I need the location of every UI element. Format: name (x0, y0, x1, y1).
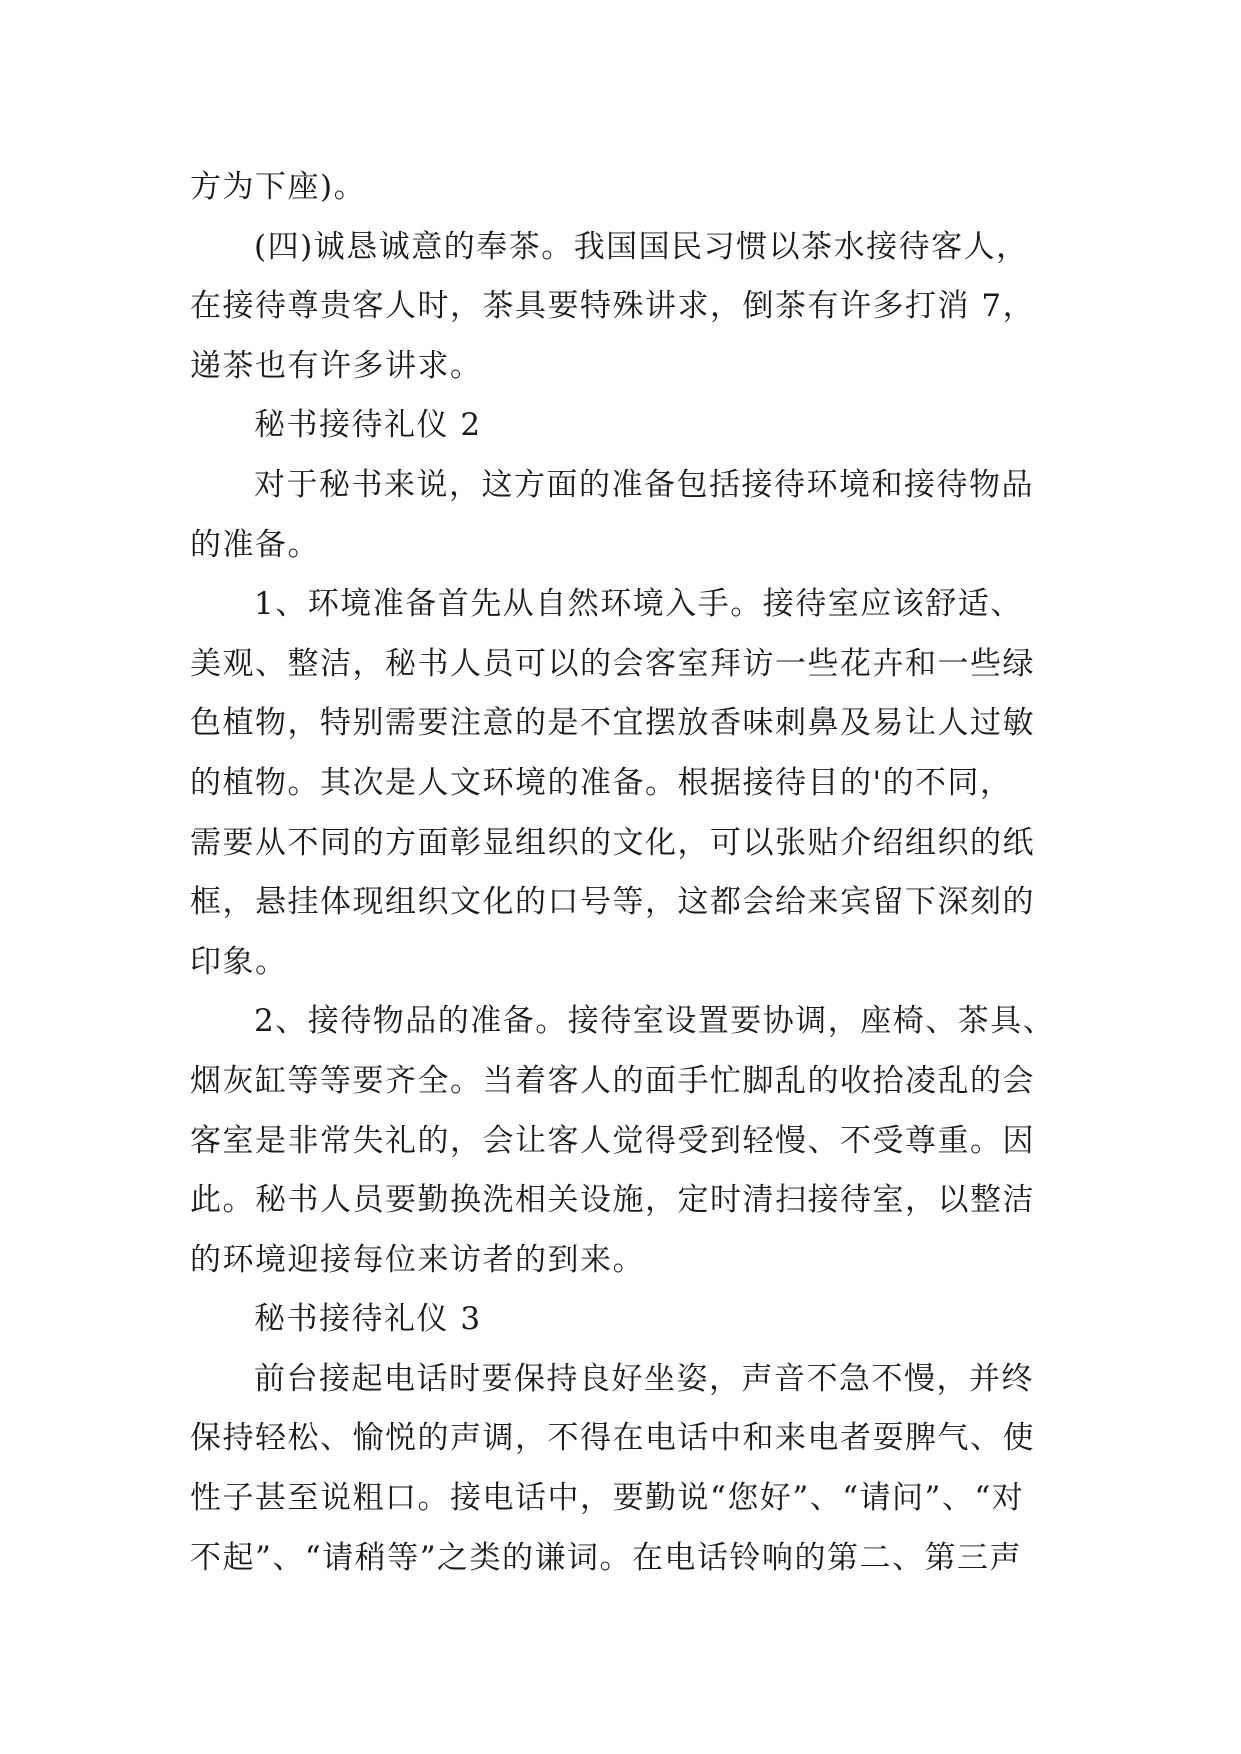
text-line: 需要从不同的方面彰显组织的文化，可以张贴介绍组织的纸 (190, 824, 1035, 861)
text-line: 对于秘书来说，这方面的准备包括接待环境和接待物品 (254, 466, 1034, 503)
section-heading: 秘书接待礼仪 3 (254, 1301, 482, 1338)
text-line: 美观、整洁，秘书人员可以的会客室拜访一些花卉和一些绿 (190, 645, 1035, 682)
text-line: 框，悬挂体现组织文化的口号等，这都会给来宾留下深刻的 (190, 884, 1035, 921)
text-line: 的环境迎接每位来访者的到来。 (190, 1241, 645, 1278)
text-line: 印象。 (190, 943, 288, 980)
text-line: 色植物，特别需要注意的是不宜摆放香味刺鼻及易让人过敏 (190, 705, 1035, 742)
text-line: 性子甚至说粗口。接电话中，要勤说“您好”、“请问”、“对 (190, 1480, 1025, 1517)
text-line: 前台接起电话时要保持良好坐姿，声音不急不慢，并终 (254, 1360, 1034, 1397)
text-line: 的植物。其次是人文环境的准备。根据接待目的'的不同， (190, 764, 1013, 801)
text-line: 不起”、“请稍等”之类的谦词。在电话铃响的第二、第三声 (190, 1539, 1023, 1576)
text-line: 递茶也有许多讲求。 (190, 347, 483, 384)
text-line: 保持轻松、愉悦的声调，不得在电话中和来电者耍脾气、使 (190, 1420, 1035, 1457)
text-line: 此。秘书人员要勤换洗相关设施，定时清扫接待室，以整洁 (190, 1182, 1035, 1219)
text-line: 的准备。 (190, 526, 320, 563)
text-line: 1、环境准备首先从自然环境入手。接待室应该舒适、 (254, 586, 1023, 623)
text-line: (四)诚恳诚意的奉茶。我国国民习惯以茶水接待客人， (254, 228, 1029, 265)
document-body (190, 158, 1070, 1588)
text-line: 烟灰缸等等要齐全。当着客人的面手忙脚乱的收拾凌乱的会 (190, 1062, 1035, 1099)
text-line: 2、接待物品的准备。接待室设置要协调，座椅、茶具、 (254, 1003, 1056, 1040)
text-line: 在接待尊贵客人时，茶具要特殊讲求，倒茶有许多打消 7， (190, 288, 1036, 325)
text-line: 客室是非常失礼的，会让客人觉得受到轻慢、不受尊重。因 (190, 1122, 1035, 1159)
text-line: 方为下座)。 (190, 169, 367, 205)
section-heading: 秘书接待礼仪 2 (254, 407, 482, 444)
